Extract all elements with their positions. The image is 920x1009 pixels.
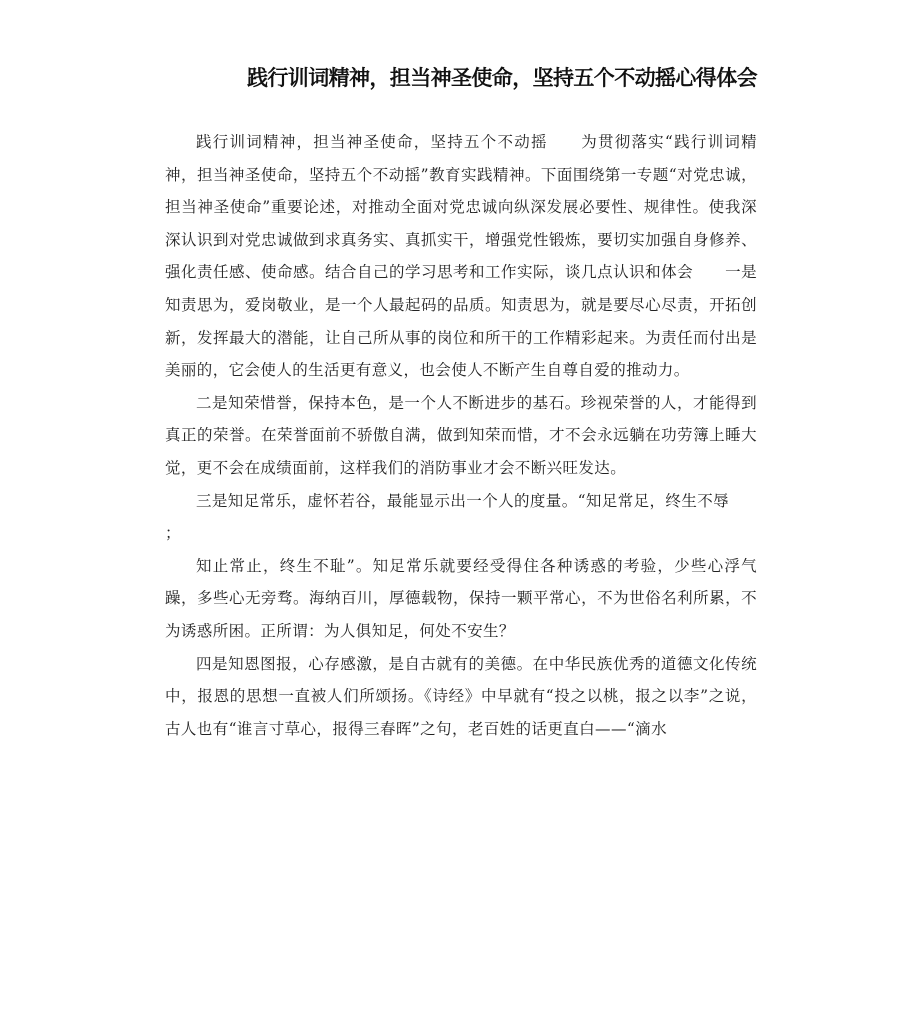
paragraph-point-three: 三是知足常乐，虚怀若谷，最能显示出一个人的度量。“知足常足，终生不辱 bbox=[196, 491, 730, 510]
paragraph-intro: 践行训词精神，担当神圣使命，坚持五个不动摇 为贯彻落实“践行训词精神，担当神圣使命，坚持五个不动摇”教育实践精神。下面围绕第一专题“对党忠诚，担当神圣使命”重要论述，对推动全面对党忠诚向纵深发展必要性、规律性。使我深深认识到对党忠诚做到求真务实、真抓实干，增强党性锻炼，要切实加强自身修养、强化责任感、使命感。结合自己的学习思考和工作实际，谈几点认识和体会 一是知责思为，爱岗敬业，是一个人最起码的品质。知责思为，就是要尽心尽责，开拓创新，发挥最大的潜能，让自己所从事的岗位和所干的工作精彩起来。为责任而付出是美丽的，它会使人的生活更有意义，也会使人不断产生自尊自爱的推动力。 bbox=[165, 133, 757, 380]
paragraph-semicolon: ； bbox=[165, 524, 181, 543]
paragraph-point-two: 二是知荣惜誉，保持本色，是一个人不断进步的基石。珍视荣誉的人，才能得到真正的荣誉。在荣誉面前不骄傲自满，做到知荣而惜，才不会永远躺在功劳簿上睡大觉，更不会在成绩面前，这样我们的消防事业才会不断兴旺发达。 bbox=[165, 393, 757, 477]
paragraph-point-four: 四是知恩图报，心存感激，是自古就有的美德。在中华民族优秀的道德文化传统中，报恩的思想一直被人们所颂扬。《诗经》中早就有“投之以桃，报之以李”之说，古人也有“谁言寸草心，报得三春晖”之句，老百姓的话更直白——“滴水 bbox=[165, 654, 757, 738]
document-page bbox=[165, 0, 757, 745]
document-body bbox=[165, 126, 757, 745]
paragraph-point-three-cont: 知止常止，终生不耻”。知足常乐就要经受得住各种诱惑的考验，少些心浮气躁，多些心无旁骛。海纳百川，厚德载物，保持一颗平常心，不为世俗名利所累，不为诱惑所困。正所谓：为人俱知足，何处不安生？ bbox=[165, 556, 757, 640]
document-title: 践行训词精神，担当神圣使命，坚持五个不动摇心得体会 bbox=[247, 66, 757, 90]
